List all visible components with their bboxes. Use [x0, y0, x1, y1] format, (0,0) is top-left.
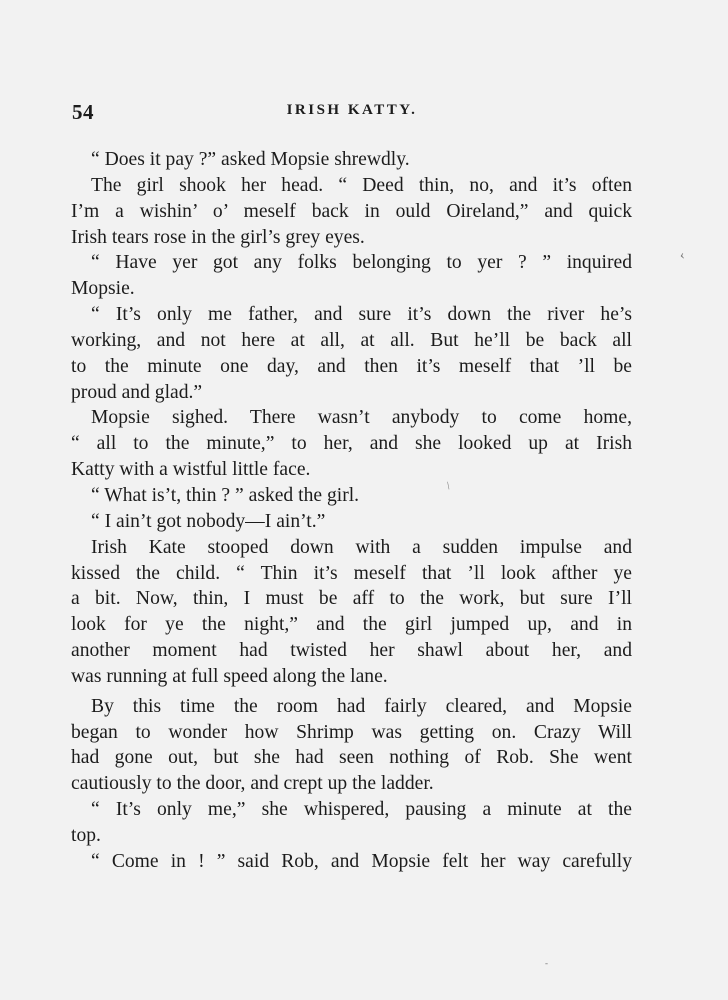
text-line: “ Have yer got any folks belonging to yer ? ” inquired: [91, 252, 632, 274]
text-line: proud and glad.”: [71, 381, 203, 403]
text-line: had gone out, but she had seen nothing of Rob. She went: [71, 747, 632, 769]
text-line: top.: [71, 824, 101, 846]
text-line: By this time the room had fairly cleared, and Mopsie: [91, 695, 632, 717]
text-line: Irish Kate stooped down with a sudden impulse and: [91, 536, 632, 558]
text-line: Katty with a wistful little face.: [71, 459, 311, 481]
text-line: Irish tears rose in the girl’s grey eyes.: [71, 226, 365, 248]
stray-ink-mark: -: [545, 958, 548, 968]
text-line: kissed the child. “ Thin it’s meself that ’ll look afther ye: [71, 562, 632, 584]
text-line: I’m a wishin’ o’ meself back in ould Oireland,” and quick: [71, 200, 632, 222]
stray-ink-mark: ‹: [678, 247, 686, 264]
running-head: IRISH KATTY.: [286, 102, 418, 118]
page-number: 54: [72, 100, 94, 124]
text-line: a bit. Now, thin, I must be aff to the work, but sure I’ll: [71, 588, 632, 610]
text-line: “ What is’t, thin ? ” asked the girl.: [91, 484, 360, 506]
text-line: look for ye the night,” and the girl jumped up, and in: [71, 614, 632, 636]
text-line: “ Come in ! ” said Rob, and Mopsie felt her way carefully: [91, 850, 632, 872]
text-line: Mopsie sighed. There wasn’t anybody to come home,: [91, 407, 632, 429]
page-header: [72, 100, 632, 130]
text-line: Mopsie.: [71, 278, 135, 300]
text-line: “ It’s only me,” she whispered, pausing a minute at the: [91, 799, 632, 821]
text-line: “ It’s only me father, and sure it’s down the river he’s: [91, 304, 632, 326]
stray-ink-mark: /: [444, 480, 453, 492]
text-line: “ Does it pay ?” asked Mopsie shrewdly.: [91, 149, 410, 170]
text-line: “ I ain’t got nobody—I ain’t.”: [91, 510, 326, 532]
text-line: working, and not here at all, at all. But he’ll be back all: [71, 329, 632, 351]
text-line: another moment had twisted her shawl about her, and: [71, 640, 632, 662]
text-line: to the minute one day, and then it’s meself that ’ll be: [71, 355, 632, 377]
body-text: [71, 147, 632, 875]
text-line: cautiously to the door, and crept up the ladder.: [71, 773, 434, 795]
text-line: The girl shook her head. “ Deed thin, no, and it’s often: [91, 174, 632, 196]
text-line: began to wonder how Shrimp was getting on. Crazy Will: [71, 721, 632, 743]
text-line: “ all to the minute,” to her, and she looked up at Irish: [71, 433, 632, 455]
text-line: was running at full speed along the lane.: [71, 665, 388, 687]
